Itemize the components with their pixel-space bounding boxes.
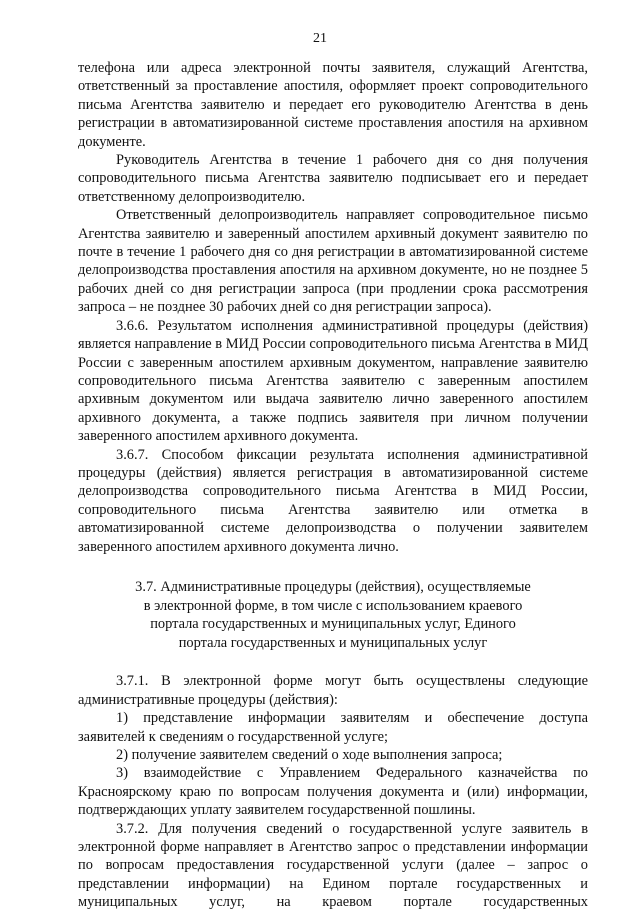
paragraph-3-6-7: 3.6.7. Способом фиксации результата исполнения административной процедуры (действия) является регистрация в автоматизированной системе делопроизводства сопроводительного письма Агентства в МИД России, сопроводительного письма Агентства заявителю или отметка в автоматизированной системе делопроизводства о получении заявителем заверенного апостилем архивного документа лично.: [78, 446, 588, 555]
paragraph-3-7-2: 3.7.2. Для получения сведений о государственной услуге заявитель в электронной форме направляет в Агентство запрос о представлении информации по вопросам предоставления государственной услуги (далее – запрос о представлении информации) на Едином портале государственных и муниципальных услуг, на краевом портале государственных: [78, 820, 588, 911]
heading-line-1: 3.7. Административные процедуры (действия), осуществляемые: [135, 578, 531, 595]
heading-line-2: в электронной форме, в том числе с использованием краевого: [143, 597, 523, 614]
paragraph-3-7-1: 3.7.1. В электронной форме могут быть осуществлены следующие административные процедуры (действия):: [78, 673, 588, 708]
list-item-1: 1) представление информации заявителям и обеспечение доступа заявителей к сведениям о государственной услуге;: [78, 710, 588, 745]
heading-line-4: портала государственных и муниципальных услуг: [178, 634, 488, 651]
list-item-2: 2) получение заявителем сведений о ходе выполнения запроса;: [116, 746, 503, 763]
paragraph-head-signs: Руководитель Агентства в течение 1 рабочего дня со дня получения сопроводительного письма Агентства заявителю подписывает его и передает ответственному делопроизводителю.: [78, 152, 588, 205]
paragraph-3-6-6: 3.6.6. Результатом исполнения административной процедуры (действия) является направление в МИД России сопроводительного письма Агентства в МИД России с заверенным апостилем архивным документом, направление заявителю сопроводительного письма Агентства заявителю с заверенным апостилем архивным документом или выдача заявителю лично заверенного апостилем архивного документа, а также подпись заявителя при личном получении заверенного апостилем архивного документа.: [78, 317, 588, 445]
document-body: [78, 59, 588, 912]
paragraph-clerk-sends: Ответственный делопроизводитель направляет сопроводительное письмо Агентства заявителю и заверенный апостилем архивный документ заявителю по почте в течение 1 рабочего дня со дня регистрации в автоматизированной системе делопроизводства проставления апостиля на архивном документе, но не позднее 5 рабочих дней со дня регистрации запроса (при продлении срока рассмотрения запроса – не позднее 30 рабочих дней со дня регистрации запроса).: [78, 207, 588, 316]
section-heading-3-7: [78, 578, 588, 652]
page-number: 21: [313, 31, 327, 46]
list-item-3: 3) взаимодействие с Управлением Федерального казначейства по Красноярскому краю по вопросам получения документа и (или) информации, подтверждающих уплату заявителем государственной пошлины.: [78, 765, 588, 819]
heading-line-3: портала государственных и муниципальных услуг, Единого: [150, 616, 516, 633]
paragraph-continuation: телефона или адреса электронной почты заявителя, служащий Агентства, ответственный за проставление апостиля, оформляет проект сопроводительного письма Агентства заявителю и передает его руководителю Агентства в день регистрации в автоматизированной системе проставления апостиля на архивном документе.: [78, 60, 588, 150]
